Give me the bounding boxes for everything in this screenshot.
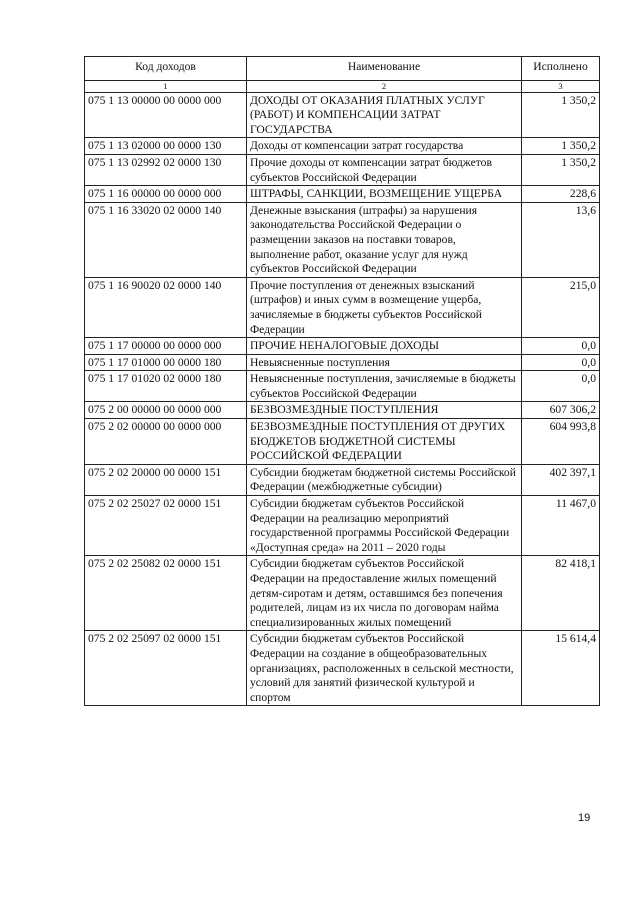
page-number: 19 — [578, 812, 591, 824]
column-number-row — [85, 80, 600, 92]
executed-amount-cell: 604 993,8 — [522, 419, 600, 465]
revenue-name-cell: Субсидии бюджетам субъектов Российской Федерации на предоставление жилых помещений детям-сиротам и детям, оставшимся без попечения родителей, лицам из их числа по договорам найма специализированных жилых помещений — [247, 556, 522, 631]
revenue-code-cell: 075 2 02 25027 02 0000 151 — [85, 496, 247, 556]
executed-amount-cell: 402 397,1 — [522, 464, 600, 495]
table-row — [85, 464, 600, 495]
column-number: 1 — [85, 80, 247, 92]
revenue-name-cell: ДОХОДЫ ОТ ОКАЗАНИЯ ПЛАТНЫХ УСЛУГ (РАБОТ) И КОМПЕНСАЦИИ ЗАТРАТ ГОСУДАРСТВА — [247, 92, 522, 138]
revenue-name-cell: Субсидии бюджетам бюджетной системы Российской Федерации (межбюджетные субсидии) — [247, 464, 522, 495]
executed-amount-cell: 82 418,1 — [522, 556, 600, 631]
revenue-code-cell: 075 1 16 33020 02 0000 140 — [85, 202, 247, 277]
revenue-table — [84, 56, 600, 706]
revenue-name-cell: Прочие поступления от денежных взысканий (штрафов) и иных сумм в возмещение ущерба, зачисляемые в бюджеты субъектов Российской Федерации — [247, 277, 522, 337]
revenue-name-cell: БЕЗВОЗМЕЗДНЫЕ ПОСТУПЛЕНИЯ ОТ ДРУГИХ БЮДЖЕТОВ БЮДЖЕТНОЙ СИСТЕМЫ РОССИЙСКОЙ ФЕДЕРАЦИИ — [247, 419, 522, 465]
executed-amount-cell: 0,0 — [522, 354, 600, 371]
table-row — [85, 138, 600, 155]
table-row — [85, 154, 600, 185]
revenue-name-cell: Субсидии бюджетам субъектов Российской Федерации на создание в общеобразовательных организациях, расположенных в сельской местности, условий для занятий физической культурой и спортом — [247, 631, 522, 706]
column-number: 3 — [522, 80, 600, 92]
executed-amount-cell: 607 306,2 — [522, 402, 600, 419]
table-row — [85, 419, 600, 465]
executed-amount-cell: 0,0 — [522, 371, 600, 402]
revenue-name-cell: Прочие доходы от компенсации затрат бюджетов субъектов Российской Федерации — [247, 154, 522, 185]
executed-amount-cell: 0,0 — [522, 338, 600, 355]
executed-amount-cell: 13,6 — [522, 202, 600, 277]
executed-amount-cell: 1 350,2 — [522, 154, 600, 185]
revenue-name-cell: ШТРАФЫ, САНКЦИИ, ВОЗМЕЩЕНИЕ УЩЕРБА — [247, 186, 522, 203]
header-code: Код доходов — [85, 57, 247, 81]
table-row — [85, 186, 600, 203]
table-row — [85, 338, 600, 355]
revenue-code-cell: 075 2 02 25082 02 0000 151 — [85, 556, 247, 631]
column-number: 2 — [247, 80, 522, 92]
table-row — [85, 496, 600, 556]
table-row — [85, 277, 600, 337]
revenue-name-cell: Субсидии бюджетам субъектов Российской Федерации на реализацию мероприятий государственной программы Российской Федерации «Доступная среда» на 2011 – 2020 годы — [247, 496, 522, 556]
header-executed: Исполнено — [522, 57, 600, 81]
revenue-name-cell: БЕЗВОЗМЕЗДНЫЕ ПОСТУПЛЕНИЯ — [247, 402, 522, 419]
executed-amount-cell: 1 350,2 — [522, 138, 600, 155]
table-row — [85, 354, 600, 371]
revenue-code-cell: 075 2 02 00000 00 0000 000 — [85, 419, 247, 465]
revenue-code-cell: 075 1 16 00000 00 0000 000 — [85, 186, 247, 203]
executed-amount-cell: 215,0 — [522, 277, 600, 337]
table-row — [85, 402, 600, 419]
table-row — [85, 556, 600, 631]
revenue-name-cell: Невыясненные поступления, зачисляемые в бюджеты субъектов Российской Федерации — [247, 371, 522, 402]
revenue-code-cell: 075 1 17 01020 02 0000 180 — [85, 371, 247, 402]
table-body — [85, 92, 600, 706]
executed-amount-cell: 11 467,0 — [522, 496, 600, 556]
table-header-row — [85, 57, 600, 81]
revenue-code-cell: 075 1 17 00000 00 0000 000 — [85, 338, 247, 355]
executed-amount-cell: 15 614,4 — [522, 631, 600, 706]
table-row — [85, 202, 600, 277]
executed-amount-cell: 228,6 — [522, 186, 600, 203]
revenue-code-cell: 075 2 02 25097 02 0000 151 — [85, 631, 247, 706]
table-row — [85, 631, 600, 706]
revenue-code-cell: 075 2 02 20000 00 0000 151 — [85, 464, 247, 495]
revenue-code-cell: 075 1 16 90020 02 0000 140 — [85, 277, 247, 337]
revenue-code-cell: 075 1 17 01000 00 0000 180 — [85, 354, 247, 371]
table-row — [85, 371, 600, 402]
revenue-code-cell: 075 1 13 02000 00 0000 130 — [85, 138, 247, 155]
executed-amount-cell: 1 350,2 — [522, 92, 600, 138]
revenue-name-cell: Невыясненные поступления — [247, 354, 522, 371]
revenue-code-cell: 075 2 00 00000 00 0000 000 — [85, 402, 247, 419]
header-name: Наименование — [247, 57, 522, 81]
revenue-code-cell: 075 1 13 00000 00 0000 000 — [85, 92, 247, 138]
revenue-name-cell: Доходы от компенсации затрат государства — [247, 138, 522, 155]
revenue-name-cell: ПРОЧИЕ НЕНАЛОГОВЫЕ ДОХОДЫ — [247, 338, 522, 355]
revenue-name-cell: Денежные взыскания (штрафы) за нарушения законодательства Российской Федерации о размещении заказов на поставки товаров, выполнение работ, оказание услуг для нужд субъектов Российской Федерации — [247, 202, 522, 277]
revenue-code-cell: 075 1 13 02992 02 0000 130 — [85, 154, 247, 185]
table-row — [85, 92, 600, 138]
